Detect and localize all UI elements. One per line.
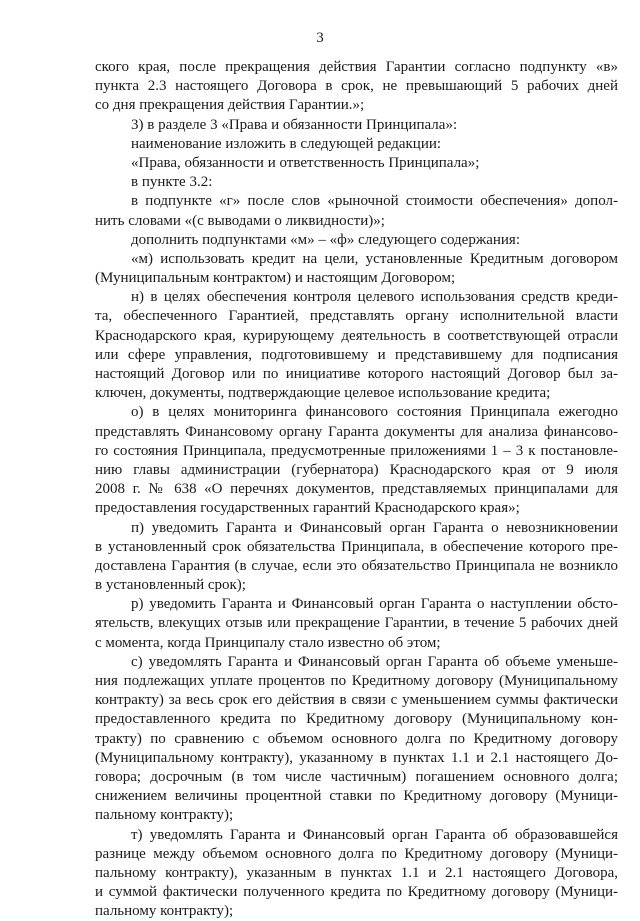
- text-line: с) уведомлять Гаранта и Финансовый орган Гаранта об объеме уменьше-: [131, 653, 618, 670]
- text-line: контракту) за весь срок его действия в связи с уменьшением суммы фактически: [95, 692, 618, 709]
- text-line: ключен, документы, подтверждающие целевое использование кредита;: [95, 385, 551, 402]
- text-line: в установленный срок обязательства Принципала, в обеспечение которого пре-: [95, 538, 618, 555]
- text-line: в пункте 3.2:: [131, 174, 213, 191]
- text-line: «м) использовать кредит на цели, установленные Кредитным договором: [131, 250, 618, 267]
- text-line: и суммой фактически полученного кредита по Кредитному договору (Муници-: [95, 884, 618, 901]
- text-line: пункта 2.3 настоящего Договора в срок, не превышающий 5 рабочих дней: [95, 78, 618, 95]
- text-line: 2008 г. № 638 «О перечнях документов, представляемых принципалами для: [95, 481, 618, 498]
- text-line: снижением величины процентной ставки по Кредитному договору (Муници-: [95, 788, 618, 805]
- text-line: н) в целях обеспечения контроля целевого использования средств креди-: [131, 289, 618, 306]
- text-line: пальному контракту);: [95, 903, 234, 920]
- text-line: или сфере управления, подготовившему и представившему для подписания: [95, 346, 618, 363]
- text-line: ния подлежащих уплате процентов по Кредитному договору (Муниципальному: [95, 673, 618, 689]
- text-line: (Муниципальным контрактом) и настоящим Договором;: [95, 270, 456, 287]
- text-line: т) уведомлять Гаранта и Финансовый орган Гаранта об образовавшейся: [131, 826, 618, 843]
- text-line: в установленный срок);: [95, 577, 246, 594]
- text-line: наименование изложить в следующей редакции:: [131, 135, 442, 152]
- text-line: ятельств, влекущих отзыв или прекращение Гарантии, в течение 5 рабочих дней: [95, 615, 618, 632]
- text-line: нить словами «(с выводами о ликвидности)»;: [95, 212, 385, 229]
- text-line: (Муниципальному контракту), указанному в пунктах 1.1 и 2.1 настоящего До-: [95, 749, 618, 766]
- text-line: настоящий Договор или по инициативе которого настоящий Договор был за-: [95, 366, 618, 382]
- text-line: нию главы администрации (губернатора) Краснодарского края от 9 июля: [95, 461, 618, 478]
- text-line: о) в целях мониторинга финансового состояния Принципала ежегодно: [131, 404, 618, 421]
- page-number: 3: [316, 30, 324, 46]
- text-line: говора; досрочным (в том числе частичным) погашением основного долга;: [95, 768, 618, 785]
- text-line: «Права, обязанности и ответственность Принципала»;: [131, 154, 480, 171]
- text-line: п) уведомить Гаранта и Финансовый орган Гаранта о невозникновении: [131, 519, 618, 536]
- text-line: дополнить подпунктами «м» – «ф» следующего содержания:: [131, 231, 520, 248]
- text-line: предоставления государственных гарантий Краснодарского края»;: [95, 500, 520, 517]
- text-line: 3) в разделе 3 «Права и обязанности Принципала»:: [131, 116, 458, 133]
- text-line: предоставленного кредита по Кредитному договору (Муниципальному кон-: [95, 711, 618, 728]
- text-line: р) уведомить Гаранта и Финансовый орган Гаранта о наступлении обсто-: [131, 596, 618, 613]
- text-line: пальному контракту), указанным в пунктах 1.1 и 2.1 настоящего Договора,: [95, 864, 618, 881]
- text-line: доставлена Гарантия (в случае, если это обязательство Принципала не возникло: [95, 557, 618, 574]
- text-line: в подпункте «г» после слов «рыночной стоимости обеспечения» допол-: [131, 193, 618, 210]
- text-line: тракту) по сравнению с объемом основного долга по Кредитному договору: [95, 730, 618, 747]
- text-line: представлять Финансовому органу Гаранта документы для анализа финансово-: [95, 423, 618, 440]
- text-line: Краснодарского края, курирующему деятельность в соответствующей отрасли: [95, 327, 618, 344]
- text-line: ского края, после прекращения действия Гарантии согласно подпункту «в»: [95, 59, 618, 75]
- text-line: с момента, когда Принципалу стало известно об этом;: [95, 634, 441, 651]
- text-line: та, обеспеченного Гарантией, представлять органу исполнительной власти: [95, 308, 618, 325]
- text-line: со дня прекращения действия Гарантии.»;: [95, 97, 365, 114]
- text-line: пальному контракту);: [95, 807, 234, 824]
- text-line: разнице между объемом основного долга по Кредитному договору (Муници-: [95, 845, 618, 862]
- document-body: [95, 58, 618, 921]
- text-line: го состояния Принципала, предусмотренные приложениями 1 – 3 к постановле-: [95, 442, 618, 459]
